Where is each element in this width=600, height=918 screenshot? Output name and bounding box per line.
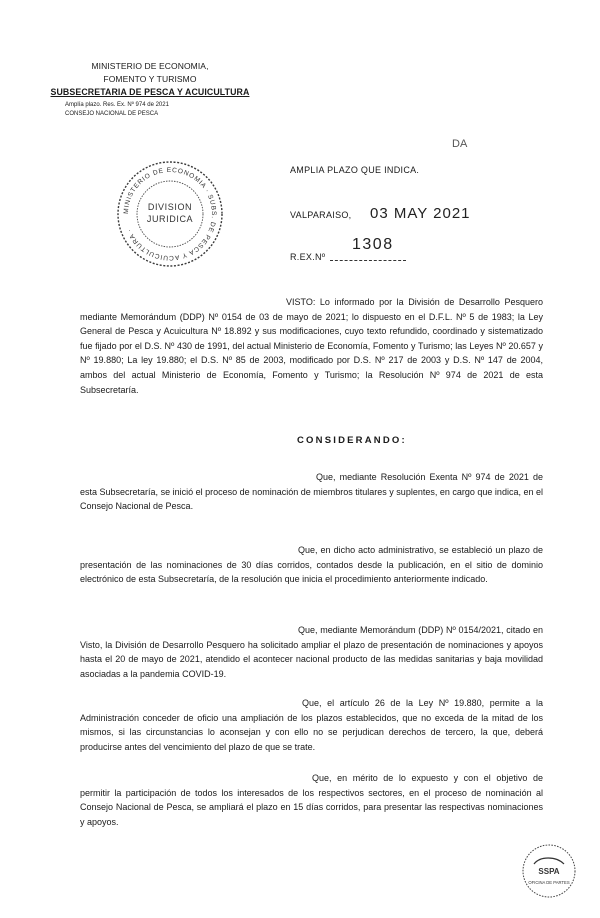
resolution-label: R.EX.Nº [290, 252, 326, 262]
header-note-1: Amplía plazo. Res. Ex. Nº 974 de 2021 [65, 102, 169, 108]
considerando-paragraph-3: Que, mediante Memorándum (DDP) Nº 0154/2021, citado en Visto, la División de Desarrollo Pesquero ha solicitado ampliar el plazo de presentación de nominaciones y apoyos hasta el 20 de mayo de 2021, atendido el acontecer nacional producto de las medidas sanitarias y baja movilidad asociadas a la pandemia COVID-19. [80, 625, 543, 679]
stamp-seal-icon [114, 158, 226, 270]
considerando-paragraph-2: Que, en dicho acto administrativo, se estableció un plazo de presentación de las nominaciones de 30 días corridos, contados desde la publicación, en el sitio de dominio electrónico de esta Subsecretaría, de la resolución que inicia el procedimiento anteriormente indicado. [80, 545, 543, 585]
considerando-heading: CONSIDERANDO: [297, 435, 407, 446]
stamp-mini-icon [520, 842, 578, 900]
considerando-paragraph-4: Que, el artículo 26 de la Ley Nº 19.880, permite a la Administración conceder de oficio una ampliación de los plazos establecidos, que no exceda de la mitad de los mismos, si las circunstancias lo aconsejan y con ello no se perjudican derechos de tercero, la que, deberá producirse antes del vencimiento del plazo de que se trate. [80, 698, 543, 752]
mini-stamp-line-2: OFICINA DE PARTES [528, 880, 570, 885]
considerando-paragraph-1: Que, mediante Resolución Exenta Nº 974 de 2021 de esta Subsecretaría, se inició el proceso de nominación de miembros titulares y suplentes, en cargo que indica, en el Consejo Nacional de Pesca. [80, 472, 543, 512]
header-note-2: CONSEJO NACIONAL DE PESCA [65, 111, 159, 117]
visto-paragraph: VISTO: Lo informado por la División de Desarrollo Pesquero mediante Memorándum (DDP) Nº 0154 de 03 de mayo de 2021; lo dispuesto en el D.F.L. Nº 5 de 1983; la Ley General de Pesca y Acuicultura Nº 18.892 y sus modificaciones, cuyo texto refundido, coordinado y sistematizado fue fijado por el D.S. Nº 430 de 1991, del actual Ministerio de Economía, Fomento y Turismo; las Leyes Nº 20.657 y Nº 19.880; La ley 19.880; el D.S. Nº 85 de 2003, modificado por D.S. Nº 217 de 2003 y D.S. Nº 147 de 2004, ambos del actual Ministerio de Economía, Fomento y Turismo; la Resolución Nº 974 de 2021 de esta Subsecretaría. [80, 297, 543, 395]
division-juridica-stamp [114, 158, 226, 270]
mini-stamp-line-1: SSPA [538, 867, 560, 876]
stamp-center-line-2: JURIDICA [146, 214, 194, 224]
stamp-center-line-1: DIVISION [147, 202, 193, 212]
resolution-number-line [330, 260, 406, 261]
place-label: VALPARAISO, [290, 210, 352, 220]
oficina-partes-stamp [520, 842, 578, 900]
ministry-line-1: MINISTERIO DE ECONOMIA, [91, 61, 209, 71]
stamp-arc-text: MINISTERIO DE ECONOMIA · SUBS. DE PESCA Y ACUICULTURA · [122, 166, 218, 262]
subsecretaria-title: SUBSECRETARIA DE PESCA Y ACUICULTURA [50, 87, 250, 97]
corner-mark: DA [452, 138, 468, 150]
considerando-paragraph-5: Que, en mérito de lo expuesto y con el objetivo de permitir la participación de todos los interesados de los respectivos sectores, en el proceso de nominación al Consejo Nacional de Pesca, se ampliará el plazo en 15 días corridos, para presentar las respectivas nominaciones y apoyos. [80, 773, 543, 827]
resolution-number: 1308 [352, 236, 394, 253]
subject-line: AMPLIA PLAZO QUE INDICA. [290, 165, 420, 175]
resolution-date: 03 MAY 2021 [370, 205, 471, 222]
ministry-line-2: FOMENTO Y TURISMO [103, 74, 197, 84]
